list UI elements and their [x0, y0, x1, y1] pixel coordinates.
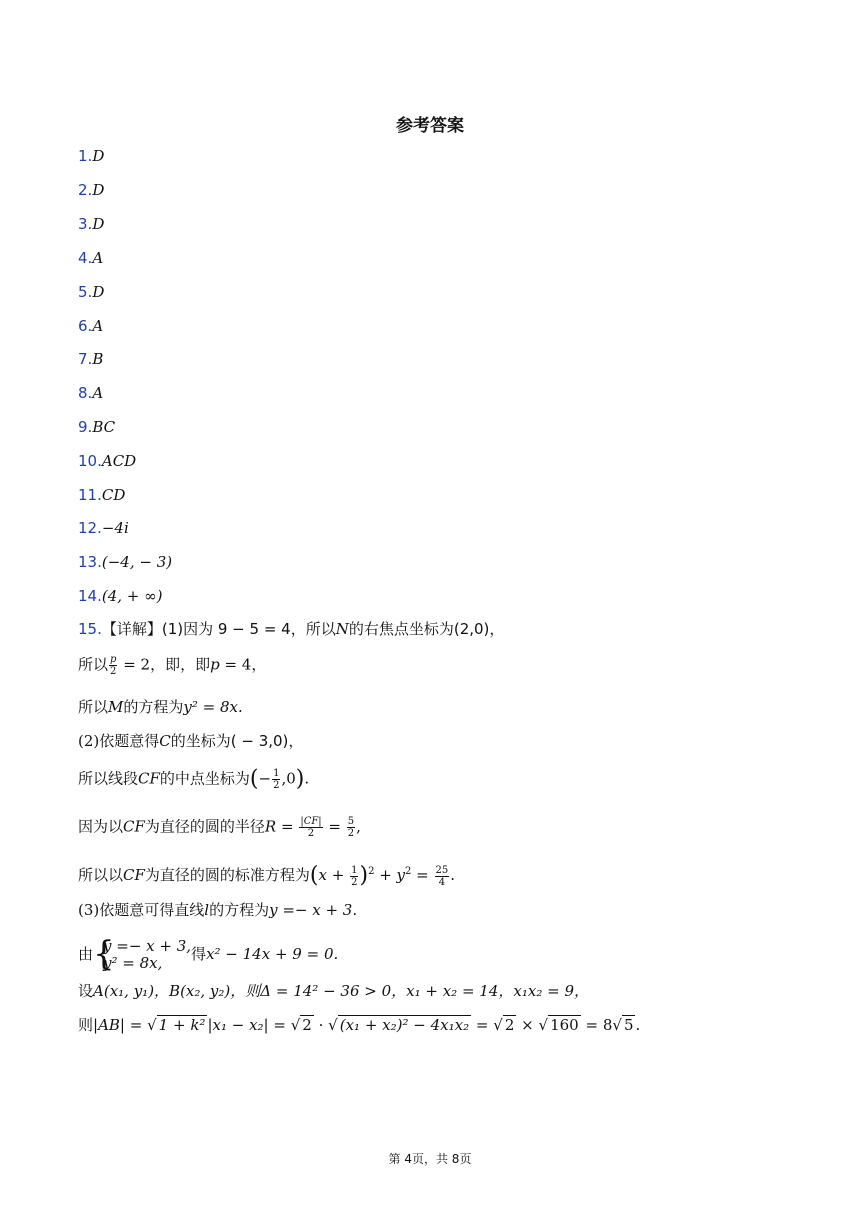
answer-number: 4. [78, 249, 93, 267]
fraction: $\frac{1}{2}$ [351, 864, 358, 888]
answer-number: 2. [78, 181, 93, 199]
answer-row [78, 518, 129, 538]
answer-row [78, 451, 136, 471]
answer-value: −4i [101, 519, 129, 537]
answer-value: D [92, 147, 105, 165]
answer-row [78, 349, 103, 369]
answer-value: A [92, 317, 104, 335]
q15-line-11: 则|AB| = √ 1 + k² |x₁ − x₂| = √ 2 · √ (x₁ + x₂)² − 4x₁x₂ = √ 2 × √ 160 = 8√ 5 . [78, 1016, 641, 1034]
answer-value: B [92, 350, 104, 368]
answer-number: 12. [78, 519, 102, 537]
q15-line-3: 所以M的方程为y² = 8x. [78, 698, 243, 716]
answer-number: 9. [78, 418, 93, 436]
fraction: $\frac{25}{4}$ [435, 864, 449, 888]
answer-number: 11. [78, 486, 102, 504]
fraction: $\frac{p}{2}$ [110, 654, 117, 677]
fraction: $\frac{1}{2}$ [273, 768, 280, 791]
answer-value: D [92, 283, 105, 301]
answer-row [78, 316, 103, 336]
answer-row [78, 383, 103, 403]
answer-number: 14. [78, 587, 102, 605]
answer-row [78, 417, 115, 437]
answer-number: 1. [78, 147, 93, 165]
fraction: $\frac{|CF|}{2}$ [300, 816, 322, 839]
answer-row [78, 146, 104, 166]
answer-number: 13. [78, 553, 102, 571]
page-title: 参考答案 [396, 116, 464, 136]
answer-number: 8. [78, 384, 93, 402]
answer-row [78, 282, 104, 302]
answer-value: (4, + ∞) [101, 587, 163, 605]
q15-number: 15. [78, 620, 102, 638]
answer-row [78, 485, 125, 505]
answer-value: D [92, 181, 105, 199]
q15-line-5: 所以线段CF的中点坐标为(− $\frac{1}{2}$ ,0). [78, 766, 310, 792]
answer-value: (−4, − 3) [101, 553, 173, 571]
answer-row [78, 552, 172, 572]
fraction: $\frac{5}{2}$ [347, 816, 355, 839]
answer-value: A [92, 249, 104, 267]
q15-line-1: 15.【详解】(1)因为 9 − 5 = 4，所以N的右焦点坐标为(2,0)， [78, 620, 505, 638]
q15-line-7: 所以以CF为直径的圆的标准方程为(x + $\frac{1}{2}$ )$^2 + y^2$ = $\frac{25}{4}$ . [78, 863, 456, 888]
answer-number: 10. [78, 452, 102, 470]
answer-row [78, 248, 103, 268]
answer-number: 7. [78, 350, 93, 368]
answer-value: ACD [101, 452, 137, 470]
q15-line-4: (2)依题意得C的坐标为( − 3,0)， [78, 732, 304, 750]
answer-value: D [92, 215, 105, 233]
answer-row [78, 180, 104, 200]
page-footer: 第 4页，共 8页 [388, 1152, 472, 1166]
answer-row [78, 586, 162, 606]
answer-number: 5. [78, 283, 93, 301]
q15-line-10: 设A(x₁, y₁)，B(x₂, y₂)，则Δ = 14² − 36 > 0，x₁ + x₂ = 14，x₁x₂ = 9， [78, 982, 589, 1000]
answer-number: 6. [78, 317, 93, 335]
q15-line-9: 由 { y =− x + 3, y² = 8x, 得x² − 14x + 9 = 0. [78, 934, 339, 974]
q15-line-2: 所以 $\frac{p}{2}$ = 2，即，即p = 4， [78, 654, 267, 677]
q15-line-6: 因为以CF为直径的圆的半径R = $\frac{|CF|}{2}$ = $\frac{5}{2}$ , [78, 816, 361, 839]
answer-row [78, 214, 104, 234]
answer-value: BC [92, 418, 116, 436]
q15-line-8: (3)依题意可得直线l的方程为y =− x + 3. [78, 901, 358, 919]
equation-system: { y =− x + 3, y² = 8x, [93, 934, 192, 974]
answer-number: 3. [78, 215, 93, 233]
answer-value: A [92, 384, 104, 402]
answer-value: CD [101, 486, 126, 504]
